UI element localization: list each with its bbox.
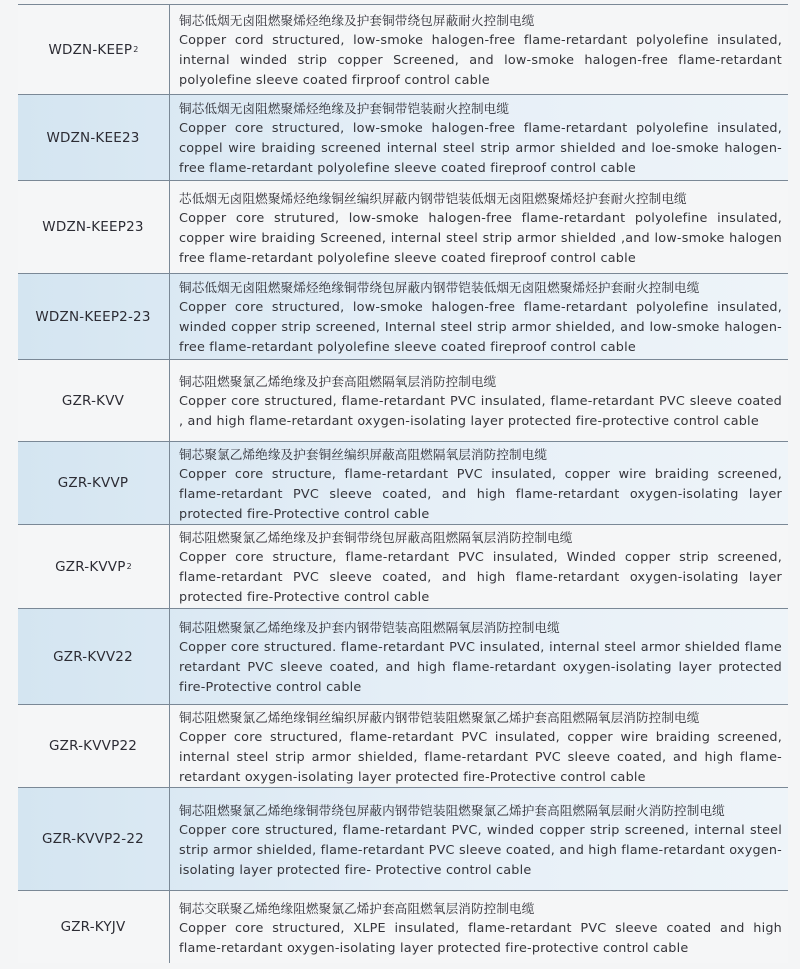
english-description: Copper cord structured, low-smoke halogen-free flame-retardant polyolefine insulated, internal winded strip copper Screened, and low-smoke halogen-free flame-retardant polyolefine sleeve coated firproof control cable xyxy=(179,33,782,88)
chinese-name: 铜芯阻燃聚氯乙烯绝缘及护套内钢带铠装高阻燃隔氧层消防控制电缆 xyxy=(179,620,560,635)
model-code: GZR-KVV22 xyxy=(53,648,133,665)
description-cell xyxy=(170,5,788,94)
model-code: GZR-KYJV xyxy=(60,919,126,935)
table-row xyxy=(18,274,788,360)
model-code-cell xyxy=(18,891,170,963)
model-code-cell xyxy=(18,360,170,441)
description-cell xyxy=(170,181,788,273)
chinese-name: 铜芯交联聚乙烯绝缘阻燃聚氯乙烯护套高阻燃氧层消防控制电缆 xyxy=(179,900,535,916)
model-code: GZR-KVVP2-22 xyxy=(42,831,144,847)
table-row xyxy=(18,442,788,525)
description-cell xyxy=(170,525,788,608)
model-code: GZR-KVVP xyxy=(55,558,126,575)
chinese-name: 铜芯低烟无卤阻燃聚烯烃绝缘及护套铜带绕包屏蔽耐火控制电缆 xyxy=(179,13,535,28)
chinese-name: 铜芯低烟无卤阻燃聚烯烃绝缘铜带绕包屏蔽内钢带铠装低烟无卤阻燃聚烯烃护套耐火控制电缆 xyxy=(179,280,700,295)
model-code: WDZN-KEEP xyxy=(48,41,133,58)
model-code-cell xyxy=(18,705,170,787)
chinese-name: 芯低烟无卤阻燃聚烯烃绝缘铜丝编织屏蔽内钢带铠装低烟无卤阻燃聚烯烃护套耐火控制电缆 xyxy=(179,190,687,206)
model-code-subscript: 2 xyxy=(133,45,139,54)
english-description: Copper core structure, flame-retardant PVC insulated, copper wire braiding screened, flame-retardant PVC sleeve coated, and high flame-retardant oxygen-isolating layer protected fire-Protective control cable xyxy=(179,466,782,522)
table-row xyxy=(18,525,788,609)
table-row xyxy=(18,5,788,95)
table-row xyxy=(18,705,788,788)
table-row xyxy=(18,95,788,181)
description-cell xyxy=(170,360,788,441)
description-cell xyxy=(170,891,788,963)
description-cell xyxy=(170,788,788,890)
model-code-cell xyxy=(18,525,170,608)
description-cell xyxy=(170,274,788,359)
chinese-name: 铜芯聚氯乙烯绝缘及护套铜丝编织屏蔽高阻燃隔氧层消防控制电缆 xyxy=(179,446,548,462)
table-row xyxy=(18,609,788,705)
model-code-cell xyxy=(18,274,170,359)
table-row xyxy=(18,891,788,963)
english-description: Copper core strutured, low-smoke halogen-free flame-retardant polyolefine insulated, copper wire braiding Screened, internal steel strip armor shielded ,and low-smoke halogen free flame-retardant polyolefine sleeve coated fireproof control cable xyxy=(179,210,782,266)
model-code-subscript: 2 xyxy=(126,562,132,571)
chinese-name: 铜芯阻燃聚氯乙烯绝缘及护套高阻燃隔氧层消防控制电缆 xyxy=(179,374,497,389)
model-code-cell xyxy=(18,95,170,180)
english-description: Copper core structured. flame-retardant PVC insulated, internal steel armor shielded flame retardant PVC sleeve coated, and high flame-retardant oxygen-isolating layer protected fire-Protective control cable xyxy=(179,640,782,695)
table-row xyxy=(18,788,788,891)
english-description: Copper core structured, XLPE insulated, flame-retardant PVC sleeve coated and high flame-retardant oxygen-isolating layer protected fire-protective control cable xyxy=(179,920,782,956)
description-cell xyxy=(170,95,788,180)
chinese-name: 铜芯阻燃聚氯乙烯绝缘及护套铜带绕包屏蔽高阻燃隔氧层消防控制电缆 xyxy=(179,530,573,545)
model-code-cell xyxy=(18,788,170,890)
model-code: WDZN-KEEP2-23 xyxy=(35,308,151,325)
description-cell xyxy=(170,609,788,704)
english-description: Copper core structured, flame-retardant PVC insulated, flame-retardant PVC sleeve coated , and high flame-retardant oxygen-isolating layer protected fire-protective control cable xyxy=(179,394,782,429)
description-cell xyxy=(170,705,788,787)
english-description: Copper core structured, flame-retardant PVC insulated, copper wire braiding screened, internal steel strip armor shielded, flame-retardant PVC sleeve coated, and high flame-retardant oxygen-isolating layer protected fire-Protective control cable xyxy=(179,729,782,785)
model-code: GZR-KVVP xyxy=(57,475,129,491)
chinese-name: 铜芯阻燃聚氯乙烯绝缘铜带绕包屏蔽内钢带铠装阻燃聚氯乙烯护套高阻燃隔氧层耐火消防控制电缆 xyxy=(179,802,725,818)
model-code-cell xyxy=(18,609,170,704)
chinese-name: 铜芯阻燃聚氯乙烯绝缘铜丝编织屏蔽内钢带铠装阻燃聚氯乙烯护套高阻燃隔氧层消防控制电缆 xyxy=(179,709,700,725)
english-description: Copper core structure, flame-retardant PVC insulated, Winded copper strip screened, flame-retardant PVC sleeve coated, and high flame-retardant oxygen-isolating layer protected fire-Protective control cable xyxy=(179,550,782,605)
model-code-cell xyxy=(18,442,170,524)
model-code: WDZN-KEE23 xyxy=(46,129,140,146)
english-description: Copper core structured, flame-retardant PVC, winded copper strip screened, internal steel strip armor shielded, flame-retardant PVC sleeve coated, and high flame-retardant oxygen-isolating layer protected fire- Protective control cable xyxy=(179,822,782,878)
description-cell xyxy=(170,442,788,524)
model-code-cell xyxy=(18,5,170,94)
model-code: GZR-KVVP22 xyxy=(48,738,138,754)
chinese-name: 铜芯低烟无卤阻燃聚烯烃绝缘及护套铜带铠装耐火控制电缆 xyxy=(179,101,510,116)
english-description: Copper core structured, low-smoke halogen-free flame-retardant polyolefine insulated, coppel wire braiding screened internal steel strip armor shielded and loe-smoke halogen-free flame-retardant polyolefine sleeve coated fireproof control cable xyxy=(179,121,782,176)
model-code: WDZN-KEEP23 xyxy=(42,219,144,235)
model-code-cell xyxy=(18,181,170,273)
table-row xyxy=(18,181,788,274)
cable-spec-table xyxy=(18,4,788,962)
table-row xyxy=(18,360,788,442)
model-code: GZR-KVV xyxy=(61,392,125,409)
english-description: Copper core structured, low-smoke halogen-free flame-retardant polyolefine insulated, winded copper strip screened, Internal steel strip armor shielded, and low-smoke halogen-free flame-retardant polyolefine sleeve coated fireproof control cable xyxy=(179,300,782,355)
